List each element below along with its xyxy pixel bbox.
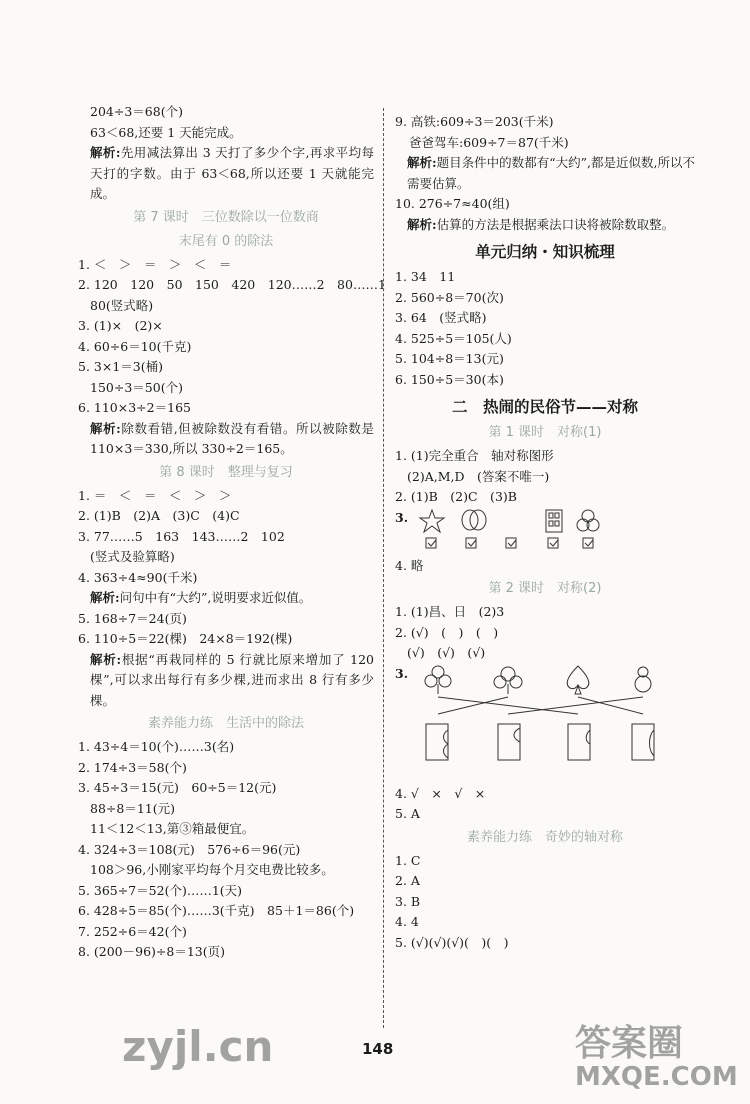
answer-line: 1. (1)完全重合 轴对称图形 <box>395 448 554 463</box>
answer-line: 2. 174÷3＝58(个) <box>78 759 187 775</box>
symmetric-shapes-figure <box>418 508 638 554</box>
answer-line: 9. 高铁:609÷3＝203(千米) <box>395 114 554 129</box>
spade-shape <box>567 666 589 694</box>
analysis-note <box>395 215 695 236</box>
matching-figure <box>418 664 668 782</box>
analysis-text: 先用减法算出 3 天打了多少个字,再求平均每天打的字数。由于 63＜68,所以还要 1 天就能完成。 <box>90 145 375 201</box>
chapter-heading: 二 热闹的民俗节——对称 <box>451 398 638 416</box>
analysis-text: 根据“再栽同样的 5 行就比原来增加了 120 棵”,可以求出每行有多少棵,进而求出 8 行有多少棵。 <box>90 651 374 708</box>
clover-shape <box>425 666 451 694</box>
section-heading: 末尾有 0 的除法 <box>178 233 274 249</box>
analysis-label: 解析: <box>407 216 437 232</box>
answer-line: 4. 4 <box>395 914 419 929</box>
answer-line: 爸爸驾车:609÷7＝87(千米) <box>409 134 569 150</box>
analysis-text: 估算的方法是根据乘法口诀将被除数取整。 <box>436 216 675 232</box>
answer-line: 2. A <box>395 873 420 888</box>
right-column <box>395 112 695 953</box>
answer-line: 4. √ × √ × <box>395 785 486 801</box>
answer-line: 63＜68,还要 1 天能完成。 <box>90 124 242 140</box>
analysis-label: 解析: <box>90 420 121 436</box>
answer-line: 3. 77……5 163 143……2 102 <box>78 528 285 544</box>
answer-line: 4. 525÷5＝105(人) <box>395 330 512 346</box>
analysis-text: 问句中有“大约”,说明要求近似值。 <box>119 590 312 605</box>
answer-line: 11＜12＜13,第③箱最便宜。 <box>90 821 255 836</box>
section-heading: 第 2 课时 对称(2) <box>488 581 602 596</box>
answer-line: 6. 150÷5＝30(本) <box>395 371 504 387</box>
answer-number: 3. <box>395 509 409 525</box>
answer-line: 5. 3×1＝3(桶) <box>78 359 163 374</box>
answer-line: 3. 45÷3＝15(元) 60÷5＝12(元) <box>78 780 277 795</box>
answer-line: 150÷3＝50(个) <box>90 379 183 395</box>
answer-line: 3. (1)× (2)× <box>78 318 163 333</box>
section-heading: 第 8 课时 整理与复习 <box>159 464 293 480</box>
answer-line: 10. 276÷7≈40(组) <box>395 196 510 211</box>
answer-line: 6. 110÷5＝22(棵) 24×8＝192(棵) <box>78 631 293 646</box>
section-heading: 第 7 课时 三位数除以一位数商 <box>133 209 319 225</box>
analysis-text: 题目条件中的数都有“大约”,都是近似数,所以不需要估算。 <box>407 155 695 191</box>
unit-summary-heading: 单元归纳・知识梳理 <box>475 243 615 261</box>
answer-line: 6. 110×3÷2＝165 <box>78 400 191 415</box>
section-heading: 素养能力练 生活中的除法 <box>147 716 304 731</box>
analysis-label: 解析: <box>407 155 437 170</box>
door-shape <box>546 510 562 532</box>
page-number: 148 <box>362 1040 394 1058</box>
answer-line: 108＞96,小刚家平均每个月交电费比较多。 <box>90 862 334 877</box>
matching-lines <box>438 697 643 714</box>
answer-line: 2. 560÷8＝70(次) <box>395 289 504 305</box>
answer-line: 5. 168÷7＝24(页) <box>78 610 187 626</box>
answer-line: 7. 252÷6＝42(个) <box>78 923 187 939</box>
answer-line: 1. 43÷4＝10(个)……3(名) <box>78 739 235 754</box>
answer-line: (√) (√) (√) <box>407 645 486 660</box>
answer-line: 4. 略 <box>395 557 424 573</box>
answer-line: 2. (1)B (2)C (3)B <box>395 489 517 504</box>
analysis-note <box>395 153 695 194</box>
answer-line: 2. (1)B (2)A (3)C (4)C <box>78 508 240 523</box>
answer-line: 8. (200－96)÷8＝13(页) <box>78 944 226 959</box>
answer-line: 5. 104÷8＝13(元) <box>395 351 504 366</box>
answer-line: 4. 324÷3＝108(元) 576÷6＝96(元) <box>78 841 301 857</box>
answer-line: 204÷3＝68(个) <box>90 104 183 119</box>
matching-answer-row <box>395 664 695 784</box>
answer-line: 1. C <box>395 852 421 868</box>
answer-line: (2)A,M,D (答案不唯一) <box>407 468 550 484</box>
watermark-corner: 答案圈 <box>575 1023 684 1064</box>
answer-line: 2. (√) ( ) ( ) <box>395 624 499 640</box>
analysis-label: 解析: <box>90 590 120 605</box>
answer-line: 80(竖式略) <box>90 297 154 313</box>
half-shapes <box>426 724 654 760</box>
answer-line: (竖式及验算略) <box>90 549 175 564</box>
analysis-text: 除数看错,但被除数没有看错。所以被除数是 110×3＝330,所以 330÷2＝165。 <box>90 420 374 456</box>
answer-line: 1. 34 11 <box>395 269 456 284</box>
answer-number: 3. <box>395 665 409 681</box>
tree-shape <box>494 667 522 694</box>
answer-line: 4. 363÷4≈90(千米) <box>78 569 198 585</box>
analysis-note <box>78 419 374 460</box>
star-shape <box>420 510 444 532</box>
answer-line: 1. ＜ ＞ ＝ ＞ ＜ ＝ <box>78 256 232 272</box>
watermark-logo: zyjl.cn <box>122 1022 274 1071</box>
answer-line: 1. ＝ ＜ ＝ ＜ ＞ ＞ <box>78 487 232 503</box>
analysis-note <box>78 588 374 609</box>
shape-answer-row <box>395 508 695 556</box>
answer-line: 88÷8＝11(元) <box>90 800 175 816</box>
left-column <box>78 102 386 963</box>
gourd-shape <box>635 667 651 692</box>
analysis-note <box>78 143 374 205</box>
column-divider <box>383 108 384 1028</box>
answer-line: 4. 60÷6＝10(千克) <box>78 338 192 354</box>
answer-line: 3. B <box>395 893 421 909</box>
section-heading: 第 1 课时 对称(1) <box>488 425 602 440</box>
check-boxes <box>426 538 593 548</box>
answer-line: 5. A <box>395 806 420 821</box>
answer-line: 3. 64 (竖式略) <box>395 310 487 325</box>
answer-line: 1. (1)昌、日 (2)3 <box>395 604 505 619</box>
answer-line: 5. 365÷7＝52(个)……1(天) <box>78 882 243 898</box>
analysis-label: 解析: <box>90 651 122 667</box>
answer-line: 5. (√)(√)(√)( )( ) <box>395 934 509 950</box>
answer-line: 6. 428÷5＝85(个)……3(千克) 85＋1＝86(个) <box>78 903 355 918</box>
answer-line: 2. 120 120 50 150 420 120……2 80……1 <box>78 277 386 292</box>
analysis-label: 解析: <box>90 145 121 160</box>
analysis-note <box>78 650 374 712</box>
section-heading: 素养能力练 奇妙的轴对称 <box>466 829 623 845</box>
three-circles-shape <box>582 510 594 522</box>
watermark-corner-url: MXQE.COM <box>575 1062 738 1092</box>
